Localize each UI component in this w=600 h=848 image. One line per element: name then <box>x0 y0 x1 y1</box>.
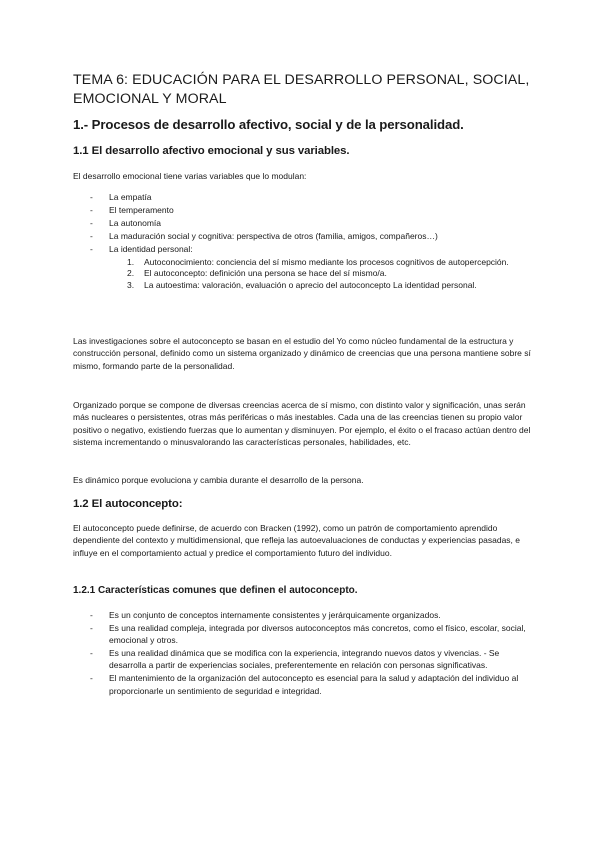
paragraph: Es dinámico porque evoluciona y cambia durante el desarrollo de la persona. <box>73 475 364 485</box>
subsection-heading-1-2-1: 1.2.1 Características comunes que definen el autoconcepto. <box>73 585 358 596</box>
sublist-item <box>109 268 533 280</box>
subsection-heading-1-2: 1.2 El autoconcepto: <box>73 498 183 510</box>
sublist-text: El autoconcepto: definición una persona se hace del sí mismo/a. <box>144 268 387 279</box>
paragraph: Las investigaciones sobre el autoconcepto se basan en el estudio del Yo como núcleo fundamental de la estructura y construcción personal, definido como un sistema organizado y dinámico de creencias que una persona mantiene sobre sí mismo, formando parte de la personalidad. <box>73 336 531 371</box>
sublist-number: 3. <box>127 279 135 290</box>
characteristics-list <box>73 609 533 698</box>
list-item: - Es una realidad dinámica que se modifica con la experiencia, integrando nuevos datos y vivencias. - Se desarrolla a partir de experiencias sociales, preferentemente en relación con personas significativas. <box>73 647 533 671</box>
list-item: - Es una realidad compleja, integrada por diversos autoconceptos más concretos, como el físico, escolar, social, emocional y otros. <box>73 622 533 646</box>
sublist-number: 2. <box>127 268 135 279</box>
sublist-item <box>109 257 533 269</box>
list-item: - El mantenimiento de la organización del autoconcepto es esencial para la salud y adaptación del individuo al proporcionarle un sentimiento de seguridad e integridad. <box>73 672 533 696</box>
list-item <box>73 244 533 291</box>
list-item: - La autonomía <box>73 218 533 230</box>
paragraph: El autoconcepto puede definirse, de acuerdo con Bracken (1992), como un patrón de comportamiento aprendido dependiente del contexto y multidimensional, que refleja las autoevaluaciones de conductas y experiencias pasadas, e influye en el comportamiento actual y predice el comportamiento futuro del individuo. <box>73 523 521 558</box>
list-item: - Es un conjunto de conceptos internamente consistentes y jerárquicamente organizados. <box>73 609 533 621</box>
list-item: - La empatía <box>73 192 533 204</box>
paragraph: Organizado porque se compone de diversas creencias acerca de sí mismo, con distinto valor y significación, unas serán más nucleares o persistentes, otras más periféricas o más inestables. Cada una de las creencias tienen su propio valor positivo o negativo, existiendo fuerzas que lo aumentan y disminuyen. Por ejemplo, el éxito o el fracaso actúan dentro del sistema incrementando o minusvalorando las características personales, habilidades, etc. <box>73 400 531 448</box>
list-item-label: La identidad personal: <box>109 243 193 254</box>
sublist-number: 1. <box>127 256 135 267</box>
document-title: TEMA 6: EDUCACIÓN PARA EL DESARROLLO PERSONAL, SOCIAL, EMOCIONAL Y MORAL <box>73 72 530 107</box>
list-item: - La maduración social y cognitiva: perspectiva de otros (familia, amigos, compañeros…) <box>73 231 533 243</box>
sublist-item <box>109 280 533 292</box>
section-heading: 1.- Procesos de desarrollo afectivo, social y de la personalidad. <box>73 117 464 132</box>
sublist-text: La autoestima: valoración, evaluación o aprecio del autoconcepto La identidad personal. <box>144 279 477 290</box>
variables-list <box>73 192 533 293</box>
list-item: - El temperamento <box>73 205 533 217</box>
subsection-heading-1-1: 1.1 El desarrollo afectivo emocional y sus variables. <box>73 145 350 157</box>
sublist-text: Autoconocimiento: conciencia del sí mismo mediante los procesos cognitivos de autopercepción. <box>144 256 509 267</box>
intro-paragraph: El desarrollo emocional tiene varias variables que lo modulan: <box>73 171 307 181</box>
identity-sublist <box>109 257 533 292</box>
